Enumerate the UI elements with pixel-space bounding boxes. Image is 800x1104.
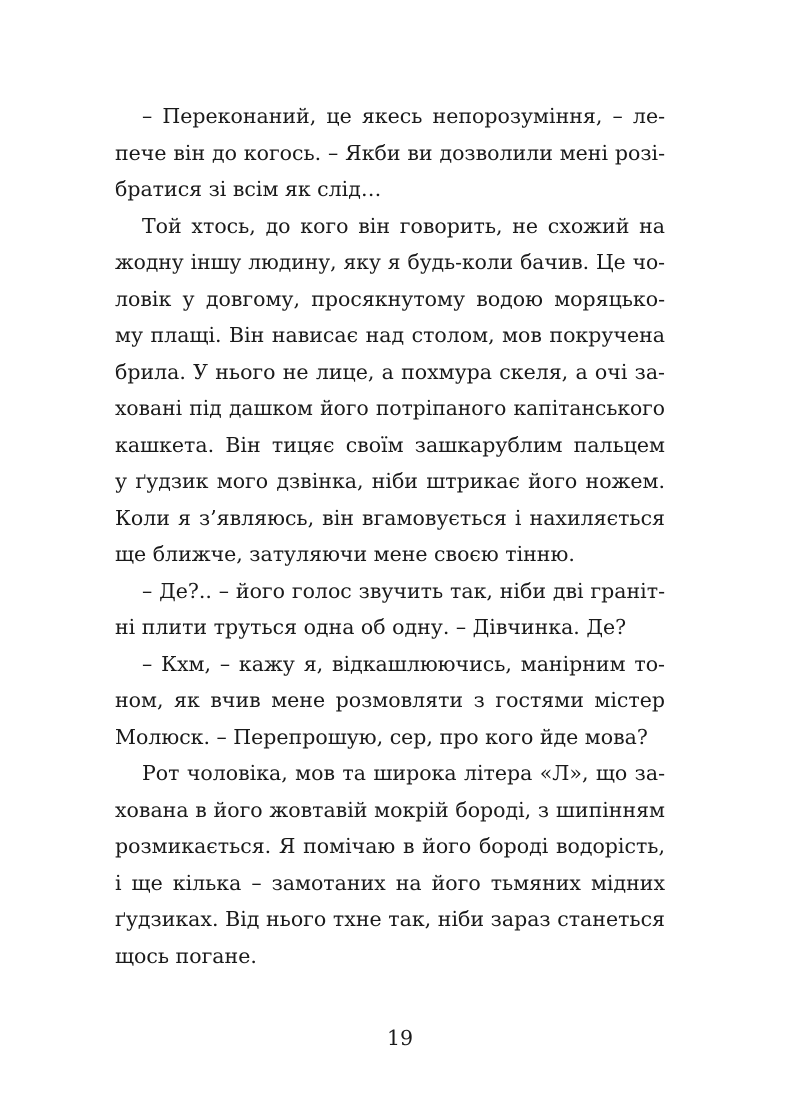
- text-line: жодну іншу людину, яку я будь-коли бачив. Це чо-: [115, 250, 665, 274]
- text-line: розмикається. Я помічаю в його бороді водорість,: [115, 834, 665, 858]
- text-line: ще ближче, затуляючи мене своєю тінню.: [115, 542, 575, 566]
- text-line: Рот чоловіка, мов та широка літера «Л», що за-: [142, 761, 665, 785]
- text-line: – Кхм, – кажу я, відкашлюючись, манірним то-: [142, 651, 665, 676]
- text-line: і ще кілька – замотаних на його тьмяних мідних: [115, 870, 665, 895]
- text-line: ловік у довгому, просякнутому водою моряцько-: [115, 286, 665, 311]
- text-line: кашкета. Він тицяє своїм зашкарублим пальцем: [115, 432, 665, 457]
- text-line: ховані під дашком його потріпаного капітанського: [115, 396, 665, 420]
- text-line: – Переконаний, це якесь непорозуміння, – ле-: [142, 104, 665, 128]
- text-line: ґудзиках. Від нього тхне так, ніби зараз станеться: [115, 907, 665, 931]
- text-line: ном, як вчив мене розмовляти з гостями містер: [115, 688, 665, 712]
- text-line: пече він до когось. – Якби ви дозволили мені розі-: [115, 140, 665, 165]
- text-line: ні плити труться одна об одну. – Дівчинка. Де?: [115, 615, 627, 639]
- text-line: Коли я з’являюсь, він вгамовується і нахиляється: [115, 505, 665, 530]
- text-line: щось погане.: [115, 943, 257, 968]
- text-line: хована в його жовтавій мокрій бороді, з шипінням: [115, 797, 665, 822]
- text-line: братися зі всім як слід…: [115, 177, 382, 201]
- page-number: 19: [386, 1026, 414, 1050]
- text-line: му плащі. Він нависає над столом, мов покручена: [115, 323, 665, 347]
- text-line: Молюск. – Перепрошую, сер, про кого йде мова?: [115, 724, 648, 749]
- body-text: [115, 98, 665, 974]
- text-line: Той хтось, до кого він говорить, не схожий на: [142, 213, 665, 238]
- text-line: брила. У нього не лице, а похмура скеля, а очі за-: [115, 359, 665, 384]
- text-line: у ґудзик мого дзвінка, ніби штрикає його ножем.: [115, 469, 665, 493]
- text-line: – Де?.. – його голос звучить так, ніби дві граніт-: [142, 578, 665, 603]
